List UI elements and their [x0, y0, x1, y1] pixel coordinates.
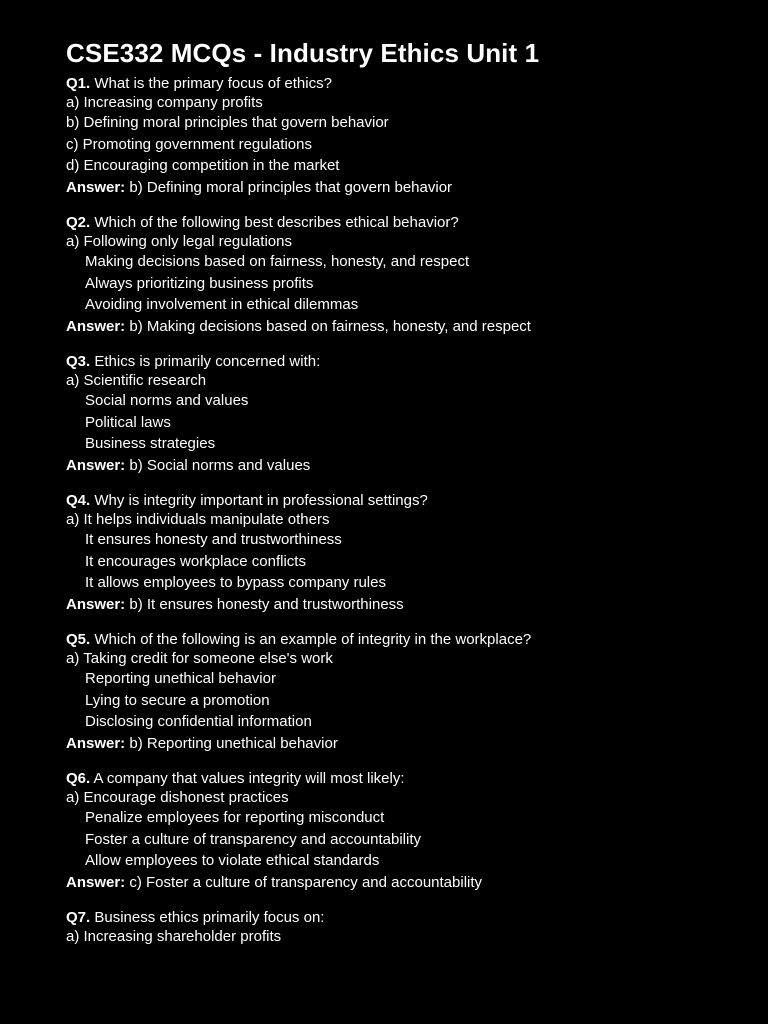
answer-line: [66, 594, 746, 616]
question-line: [66, 74, 746, 93]
question-block: [66, 908, 746, 946]
option: Penalize employees for reporting misconduct: [85, 809, 385, 826]
answer-text: b) Social norms and values: [129, 456, 311, 474]
option: Allow employees to violate ethical standards: [85, 852, 380, 869]
answer-label: Answer:: [66, 317, 126, 335]
answer-text: b) Reporting unethical behavior: [129, 734, 338, 752]
question-number: Q5.: [66, 631, 91, 648]
question-number: Q4.: [66, 492, 91, 509]
document-page: [66, 36, 746, 961]
option: b) Defining moral principles that govern behavior: [66, 114, 389, 131]
answer-label: Answer:: [66, 456, 126, 474]
question-number: Q2.: [66, 214, 91, 231]
question-text: Business ethics primarily focus on:: [94, 909, 325, 926]
answer-line: [66, 872, 746, 894]
question-text: Which of the following is an example of integrity in the workplace?: [94, 631, 532, 648]
answer-line: [66, 177, 746, 199]
answer-text: b) It ensures honesty and trustworthiness: [129, 595, 404, 613]
answer-label: Answer:: [66, 595, 126, 613]
question-number: Q7.: [66, 909, 91, 926]
option: a) Encourage dishonest practices: [66, 789, 289, 806]
question-number: Q3.: [66, 353, 91, 370]
question-text: What is the primary focus of ethics?: [94, 75, 332, 92]
option: Always prioritizing business profits: [85, 274, 314, 292]
answer-text: b) Making decisions based on fairness, honesty, and respect: [129, 317, 531, 335]
question-line: [66, 352, 746, 371]
question-number: Q6.: [66, 770, 91, 787]
question-block: [66, 213, 746, 337]
question-text: A company that values integrity will most likely:: [93, 770, 405, 787]
option: Social norms and values: [85, 392, 249, 409]
answer-label: Answer:: [66, 734, 126, 752]
answer-line: [66, 316, 746, 338]
question-block: [66, 491, 746, 615]
option: a) Increasing company profits: [66, 94, 263, 111]
option: Avoiding involvement in ethical dilemmas: [85, 296, 359, 313]
option: c) Promoting government regulations: [66, 135, 312, 153]
option: Disclosing confidential information: [85, 713, 312, 730]
question-line: [66, 213, 746, 232]
question-number: Q1.: [66, 75, 91, 92]
question-line: [66, 630, 746, 649]
answer-line: [66, 455, 746, 477]
question-block: [66, 630, 746, 754]
answer-label: Answer:: [66, 178, 126, 196]
question-block: [66, 769, 746, 893]
answer-text: c) Foster a culture of transparency and accountability: [129, 873, 483, 891]
question-line: [66, 908, 746, 927]
option: Lying to secure a promotion: [85, 691, 270, 709]
question-line: [66, 769, 746, 788]
question-text: Which of the following best describes ethical behavior?: [94, 214, 459, 231]
option: Business strategies: [85, 435, 216, 452]
question-block: [66, 352, 746, 476]
option: d) Encouraging competition in the market: [66, 157, 340, 174]
option: a) Following only legal regulations: [66, 233, 292, 250]
answer-line: [66, 733, 746, 755]
option: a) Taking credit for someone else's work: [66, 650, 333, 667]
option: Making decisions based on fairness, honesty, and respect: [85, 253, 470, 270]
question-block: [66, 74, 746, 198]
option: It ensures honesty and trustworthiness: [85, 531, 342, 548]
question-line: [66, 491, 746, 510]
option: Political laws: [85, 413, 171, 431]
option: Foster a culture of transparency and accountability: [85, 830, 422, 848]
answer-text: b) Defining moral principles that govern behavior: [129, 178, 453, 196]
option: a) Scientific research: [66, 372, 207, 389]
option: It allows employees to bypass company rules: [85, 574, 386, 591]
option: a) It helps individuals manipulate others: [66, 511, 330, 528]
question-text: Why is integrity important in professional settings?: [94, 492, 428, 509]
option: Reporting unethical behavior: [85, 670, 276, 687]
option: It encourages workplace conflicts: [85, 552, 306, 570]
answer-label: Answer:: [66, 873, 126, 891]
option: a) Increasing shareholder profits: [66, 928, 282, 945]
question-text: Ethics is primarily concerned with:: [94, 353, 321, 370]
document-title: CSE332 MCQs - Industry Ethics Unit 1: [66, 38, 540, 68]
